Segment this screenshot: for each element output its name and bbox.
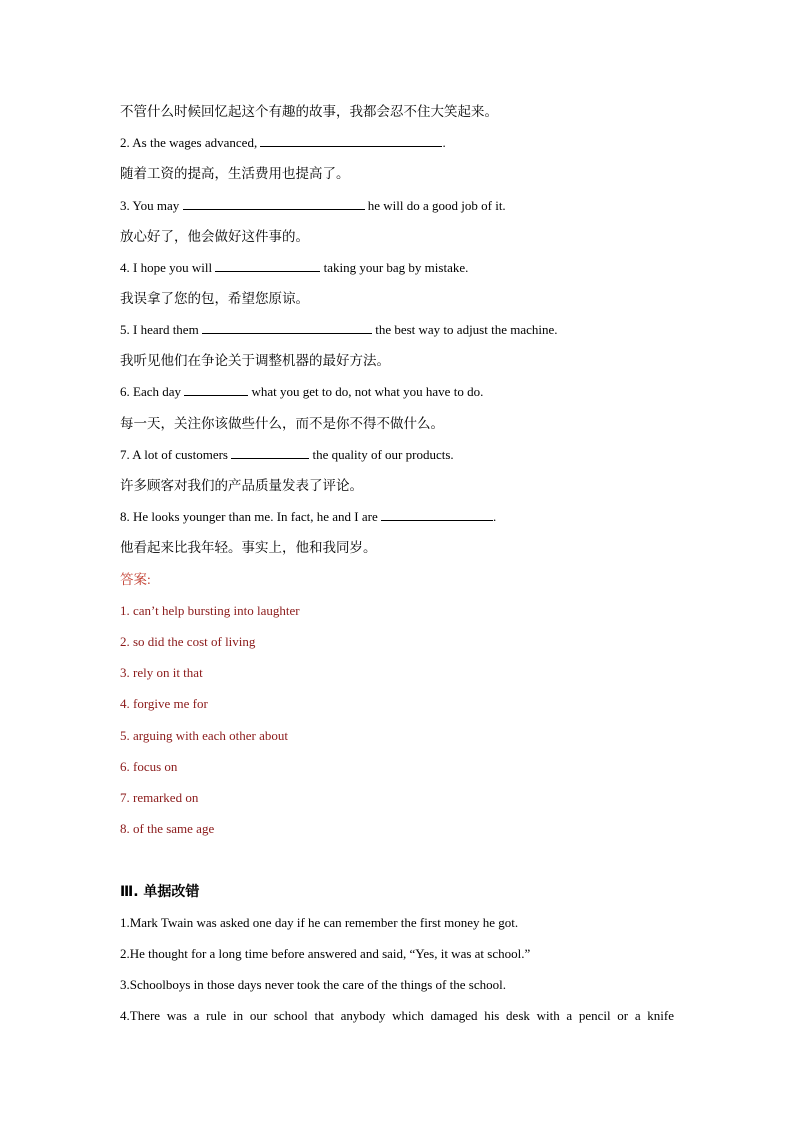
answer-blank[interactable] — [260, 134, 442, 147]
translation-1: 不管什么时候回忆起这个有趣的故事，我都会忍不住大笑起来。 — [120, 104, 498, 119]
item-text-before: Each day — [133, 384, 182, 399]
exercise-item-4 — [120, 259, 468, 277]
item-text-after: what you get to do, not what you have to do. — [251, 384, 484, 399]
exercise-item-7 — [120, 446, 454, 464]
item-text-before: A lot of customers — [132, 447, 228, 462]
item-text-after: taking your bag by mistake. — [323, 260, 469, 275]
translation-4: 我误拿了您的包，希望您原谅。 — [120, 291, 309, 306]
item-text-before: You may — [132, 198, 180, 213]
exercise-item-5 — [120, 321, 558, 339]
translation-8: 他看起来比我年轻。事实上，他和我同岁。 — [120, 540, 377, 555]
item-text-after: . — [442, 135, 446, 150]
item-number: 6. — [120, 384, 130, 399]
answer-blank[interactable] — [381, 508, 493, 521]
error-sentence: 1.Mark Twain was asked one day if he can remember the first money he got. — [120, 915, 519, 930]
item-number: 5. — [120, 322, 130, 337]
answer-item: 6. focus on — [120, 759, 178, 774]
translation-2: 随着工资的提高，生活费用也提高了。 — [120, 166, 350, 181]
answer-item: 3. rely on it that — [120, 665, 203, 680]
item-number: 7. — [120, 447, 130, 462]
translation-3: 放心好了，他会做好这件事的。 — [120, 229, 309, 244]
error-sentence: 3.Schoolboys in those days never took the care of the things of the school. — [120, 977, 506, 992]
answer-item: 5. arguing with each other about — [120, 728, 288, 743]
answer-item: 8. of the same age — [120, 821, 215, 836]
exercise-item-3 — [120, 197, 506, 215]
item-number: 4. — [120, 260, 130, 275]
answer-blank[interactable] — [183, 197, 365, 210]
error-sentence: 4.There was a rule in our school that anybody which damaged his desk with a pencil or a knife — [120, 1008, 674, 1023]
answers-label: 答案: — [120, 572, 151, 587]
translation-6: 每一天，关注你该做些什么，而不是你不得不做什么。 — [120, 416, 444, 431]
item-number: 2. — [120, 135, 130, 150]
translation-5: 我听见他们在争论关于调整机器的最好方法。 — [120, 353, 390, 368]
item-number: 3. — [120, 198, 130, 213]
answer-blank[interactable] — [184, 383, 248, 396]
exercise-item-2 — [120, 134, 446, 152]
item-text-after: . — [493, 509, 497, 524]
item-number: 8. — [120, 509, 130, 524]
translation-7: 许多顾客对我们的产品质量发表了评论。 — [120, 478, 363, 493]
item-text-after: the best way to adjust the machine. — [375, 322, 558, 337]
item-text-before: I hope you will — [133, 260, 213, 275]
item-text-before: As the wages advanced, — [132, 135, 258, 150]
answer-item: 4. forgive me for — [120, 696, 208, 711]
answer-item: 7. remarked on — [120, 790, 199, 805]
exercise-item-6 — [120, 383, 483, 401]
answer-blank[interactable] — [215, 259, 320, 272]
answer-item: 2. so did the cost of living — [120, 634, 256, 649]
section-heading: Ⅲ. 单据改错 — [120, 884, 200, 900]
answer-blank[interactable] — [231, 446, 309, 459]
item-text-before: He looks younger than me. In fact, he and I are — [133, 509, 378, 524]
item-text-before: I heard them — [133, 322, 199, 337]
item-text-after: he will do a good job of it. — [367, 198, 506, 213]
answer-blank[interactable] — [202, 321, 372, 334]
answer-item: 1. can’t help bursting into laughter — [120, 603, 300, 618]
exercise-item-8 — [120, 508, 496, 526]
error-sentence: 2.He thought for a long time before answered and said, “Yes, it was at school.” — [120, 946, 531, 961]
item-text-after: the quality of our products. — [312, 447, 454, 462]
